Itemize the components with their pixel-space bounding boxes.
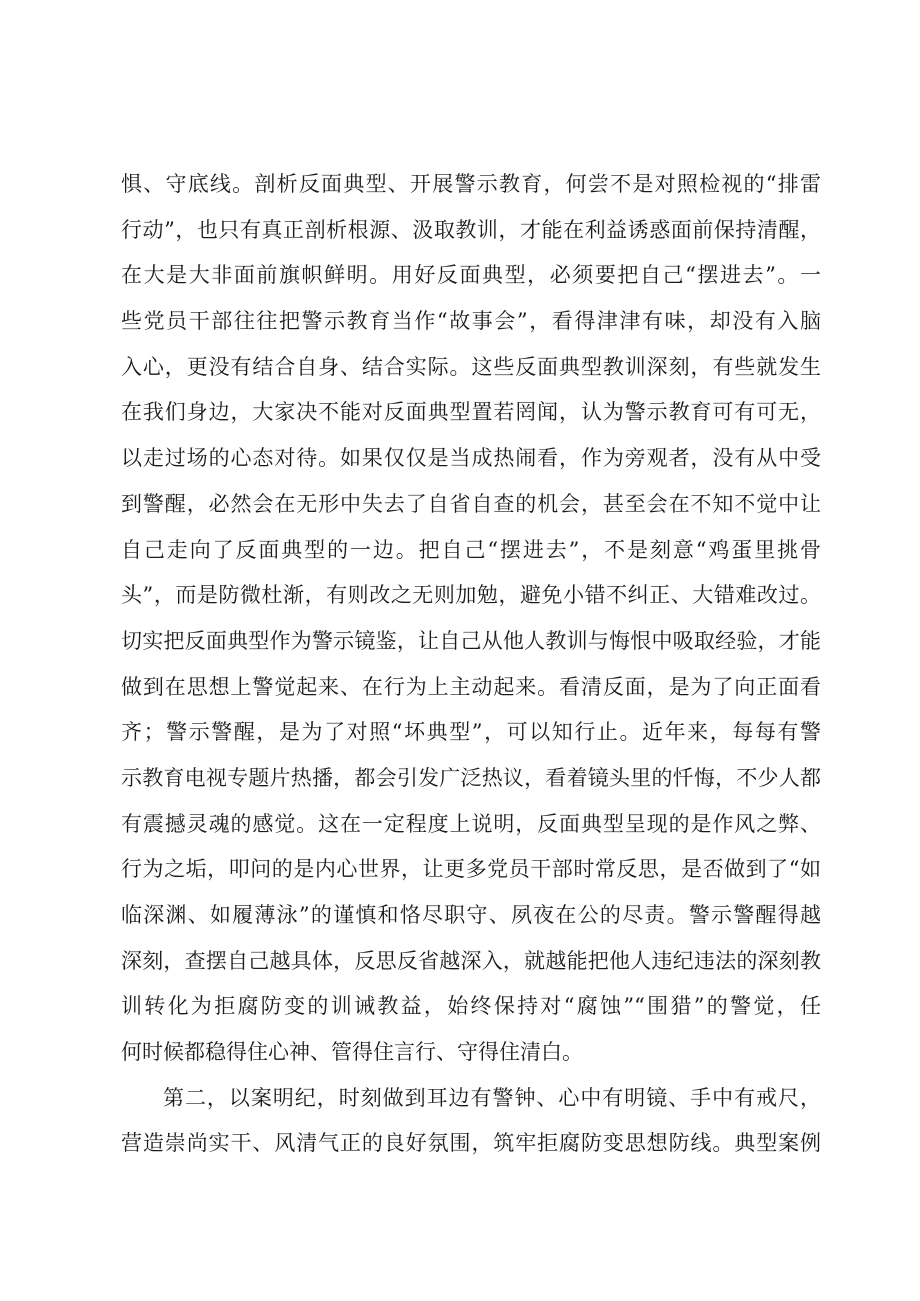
body-line: 在我们身边，大家决不能对反面典型置若罔闻，认为警示教育可有可无，: [121, 400, 821, 425]
document-body: [121, 162, 821, 1167]
body-line: 何时候都稳得住心神、管得住言行、守得住清白。: [121, 1040, 583, 1065]
body-line: 在大是大非面前旗帜鲜明。用好反面典型，必须要把自己“摆进去”。一: [121, 263, 821, 288]
body-line: 临深渊、如履薄泳”的谨慎和恪尽职守、夙夜在公的尽责。警示警醒得越: [121, 903, 821, 927]
body-line: 惧、守底线。剖析反面典型、开展警示教育，何尝不是对照检视的“排雷: [121, 172, 821, 196]
body-line: 些党员干部往往把警示教育当作“故事会”，看得津津有味，却没有入脑: [121, 309, 821, 334]
paragraph-first-line: 第二，以案明纪，时刻做到耳边有警钟、心中有明镜、手中有戒尺，: [163, 1085, 821, 1110]
body-line: 到警醒，必然会在无形中失去了自省自查的机会，甚至会在不知不觉中让: [121, 491, 821, 516]
body-line: 切实把反面典型作为警示镜鉴，让自己从他人教训与悔恨中吸取经验，才能: [121, 628, 821, 653]
body-line: 示教育电视专题片热播，都会引发广泛热议，看着镜头里的忏悔，不少人都: [121, 765, 821, 790]
body-line: 自己走向了反面典型的一边。把自己“摆进去”，不是刻意“鸡蛋里挑骨: [121, 537, 821, 562]
body-line: 齐；警示警醒，是为了对照“坏典型”，可以知行止。近年来，每每有警: [121, 720, 821, 745]
body-line: 行动”，也只有真正剖析根源、汲取教训，才能在利益诱惑面前保持清醒，: [121, 217, 821, 242]
body-line: 营造崇尚实干、风清气正的良好氛围，筑牢拒腐防变思想防线。典型案例: [121, 1131, 821, 1156]
body-line: 深刻，查摆自己越具体，反思反省越深入，就越能把他人违纪违法的深刻教: [121, 948, 821, 973]
body-line: 入心，更没有结合自身、结合实际。这些反面典型教训深刻，有些就发生: [121, 354, 821, 379]
body-line: 行为之垢，叩问的是内心世界，让更多党员干部时常反思，是否做到了“如: [121, 857, 821, 882]
body-line: 训转化为拒腐防变的训诫教益，始终保持对“腐蚀”“围猎”的警觉，任: [121, 994, 821, 1019]
body-line: 有震撼灵魂的感觉。这在一定程度上说明，反面典型呈现的是作风之弊、: [121, 811, 821, 836]
body-line: 以走过场的心态对待。如果仅仅是当成热闹看，作为旁观者，没有从中受: [121, 446, 821, 471]
body-line: 做到在思想上警觉起来、在行为上主动起来。看清反面，是为了向正面看: [121, 674, 821, 699]
body-line: 头”，而是防微杜渐，有则改之无则加勉，避免小错不纠正、大错难改过。: [121, 583, 821, 608]
